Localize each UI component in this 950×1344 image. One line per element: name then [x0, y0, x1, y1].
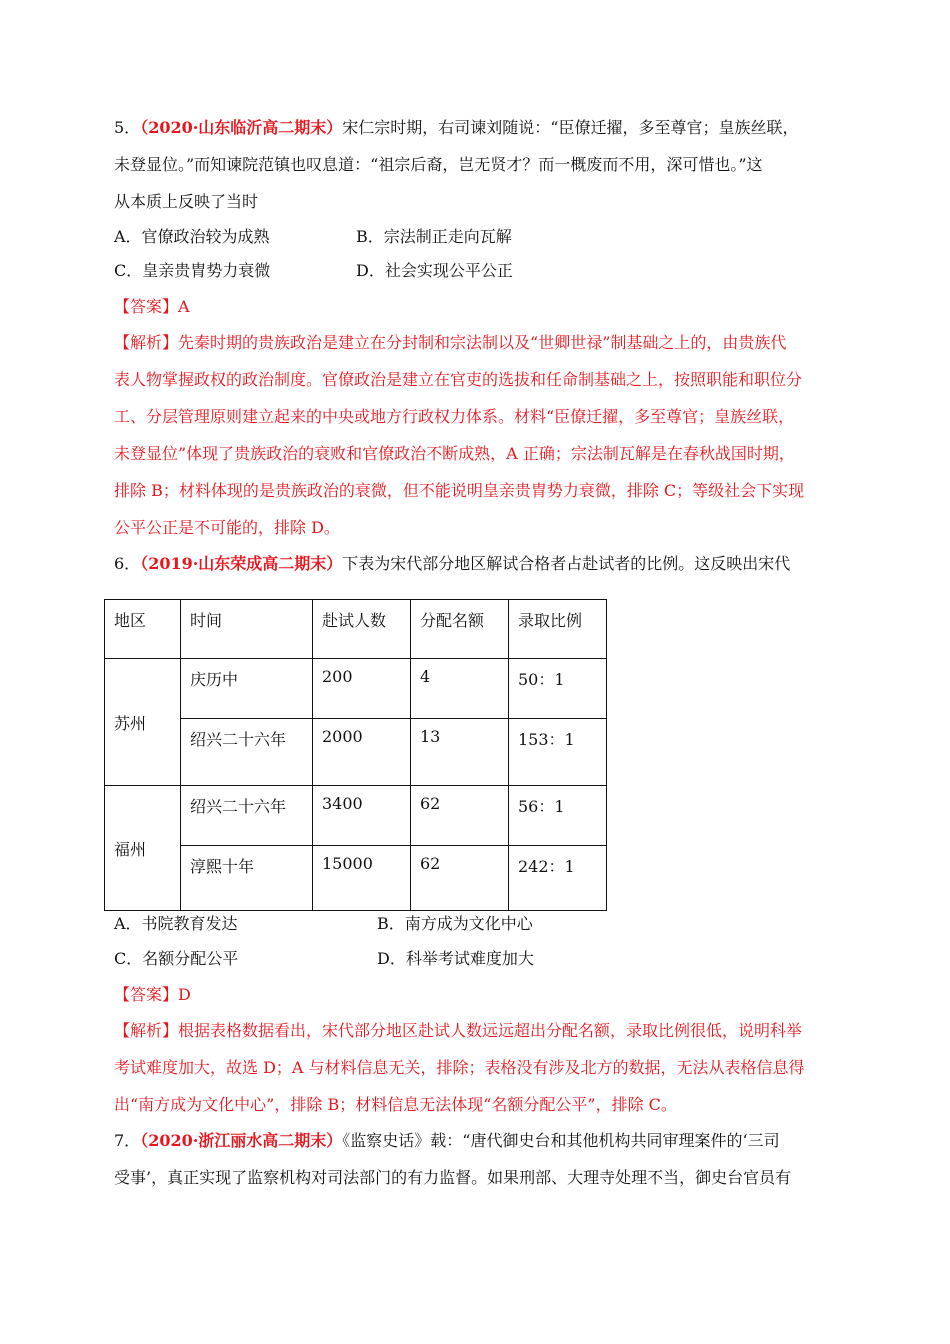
q6-option-d: D．科举考试难度加大 — [377, 949, 534, 968]
q5-stem-text1: 宋仁宗时期，右司谏刘随说：“臣僚迁擢，多至尊官；皇族丝联， — [342, 118, 799, 137]
table-cell: 2000 — [313, 719, 411, 786]
q5-stem-line2: 未登显位。”而知谏院范镇也叹息道：“祖宗后裔，岂无贤才？而一概废而不用，深可惜也。”这 — [114, 155, 763, 174]
table-header-cell: 录取比例 — [509, 600, 607, 659]
q6-answer: 【答案】D — [114, 985, 191, 1004]
table-row — [105, 786, 607, 846]
q7-stem-line1 — [114, 1131, 780, 1151]
q7-stem-text1: 《监察史话》载：“唐代御史台和其他机构共同审理案件的‘三司 — [342, 1131, 780, 1150]
table-cell: 56：1 — [509, 786, 607, 846]
table-cell: 绍兴二十六年 — [181, 719, 313, 786]
table-cell: 62 — [411, 786, 509, 846]
q5-option-a: A．官僚政治较为成熟 — [114, 227, 270, 246]
table-row — [105, 659, 607, 719]
table-cell: 15000 — [313, 846, 411, 911]
q5-number: 5． — [114, 118, 141, 137]
q5-answer: 【答案】A — [114, 297, 190, 316]
q7-stem-line2: 受事’，真正实现了监察机构对司法部门的有力监督。如果刑部、大理寺处理不当，御史台官员有 — [114, 1168, 792, 1187]
q5-analysis-line3: 工、分层管理原则建立起来的中央或地方行政权力体系。材料“臣僚迁擢，多至尊官；皇族丝联， — [114, 407, 795, 426]
q5-analysis-label: 【解析】 — [114, 333, 179, 352]
table-cell: 13 — [411, 719, 509, 786]
table-cell: 50：1 — [509, 659, 607, 719]
q6-analysis-line1: 【解析】根据表格数据看出，宋代部分地区赴试人数远远超出分配名额，录取比例很低，说明科举 — [114, 1021, 803, 1040]
q5-analysis-line6: 公平公正是不可能的，排除 D。 — [114, 518, 340, 537]
region-cell: 苏州 — [105, 659, 181, 786]
q5-option-d: D．社会实现公平公正 — [356, 261, 513, 280]
table-cell: 4 — [411, 659, 509, 719]
q6-option-b: B．南方成为文化中心 — [377, 914, 533, 933]
table-row — [105, 719, 607, 786]
region-cell: 福州 — [105, 786, 181, 911]
q6-number: 6． — [114, 554, 141, 573]
table-cell: 淳熙十年 — [181, 846, 313, 911]
table-header-cell: 赴试人数 — [313, 600, 411, 659]
table-cell: 绍兴二十六年 — [181, 786, 313, 846]
q5-analysis-line5: 排除 B；材料体现的是贵族政治的衰微，但不能说明皇亲贵胄势力衰微，排除 C；等级社会下实现 — [114, 481, 805, 500]
table-cell: 153：1 — [509, 719, 607, 786]
table-header-row — [105, 600, 607, 659]
q5-stem-line3: 从本质上反映了当时 — [114, 192, 259, 211]
q5-option-c: C．皇亲贵胄势力衰微 — [114, 261, 271, 280]
table-header-cell: 时间 — [181, 600, 313, 659]
table-cell: 庆历中 — [181, 659, 313, 719]
table-cell: 62 — [411, 846, 509, 911]
q6-analysis-label: 【解析】 — [114, 1021, 179, 1040]
q6-option-c: C．名额分配公平 — [114, 949, 239, 968]
q5-analysis-line2: 表人物掌握政权的政治制度。官僚政治是建立在官吏的选拔和任命制基础之上，按照职能和职位分 — [114, 370, 803, 389]
q5-analysis-line1: 【解析】先秦时期的贵族政治是建立在分封制和宗法制以及“世卿世禄”制基础之上的，由贵族代 — [114, 333, 787, 352]
q5-option-b: B．宗法制正走向瓦解 — [356, 227, 512, 246]
q6-stem-text: 下表为宋代部分地区解试合格者占赴试者的比例。这反映出宋代 — [342, 554, 791, 573]
exam-ratio-table — [104, 599, 607, 911]
q6-source: （2019·山东荣成高二期末） — [140, 554, 343, 573]
q6-option-a: A．书院教育发达 — [114, 914, 238, 933]
q6-analysis-line3: 出“南方成为文化中心”，排除 B；材料信息无法体现“名额分配公平”，排除 C。 — [114, 1095, 677, 1114]
q5-analysis-line4: 未登显位”体现了贵族政治的衰败和官僚政治不断成熟，A 正确；宗法制瓦解是在春秋战国时期， — [114, 444, 795, 463]
q5-source: （2020·山东临沂高二期末） — [140, 118, 343, 137]
table-cell: 242：1 — [509, 846, 607, 911]
q7-number: 7． — [114, 1131, 141, 1150]
table-row — [105, 846, 607, 911]
q5-stem-line1 — [114, 118, 798, 138]
table-header-cell: 分配名额 — [411, 600, 509, 659]
q7-source: （2020·浙江丽水高二期末） — [140, 1131, 343, 1150]
table-cell: 200 — [313, 659, 411, 719]
q6-analysis-line2: 考试难度加大，故选 D；A 与材料信息无关，排除；表格没有涉及北方的数据，无法从表格信息得 — [114, 1058, 805, 1077]
q6-stem-line1 — [114, 554, 790, 574]
table-cell: 3400 — [313, 786, 411, 846]
table-header-cell: 地区 — [105, 600, 181, 659]
